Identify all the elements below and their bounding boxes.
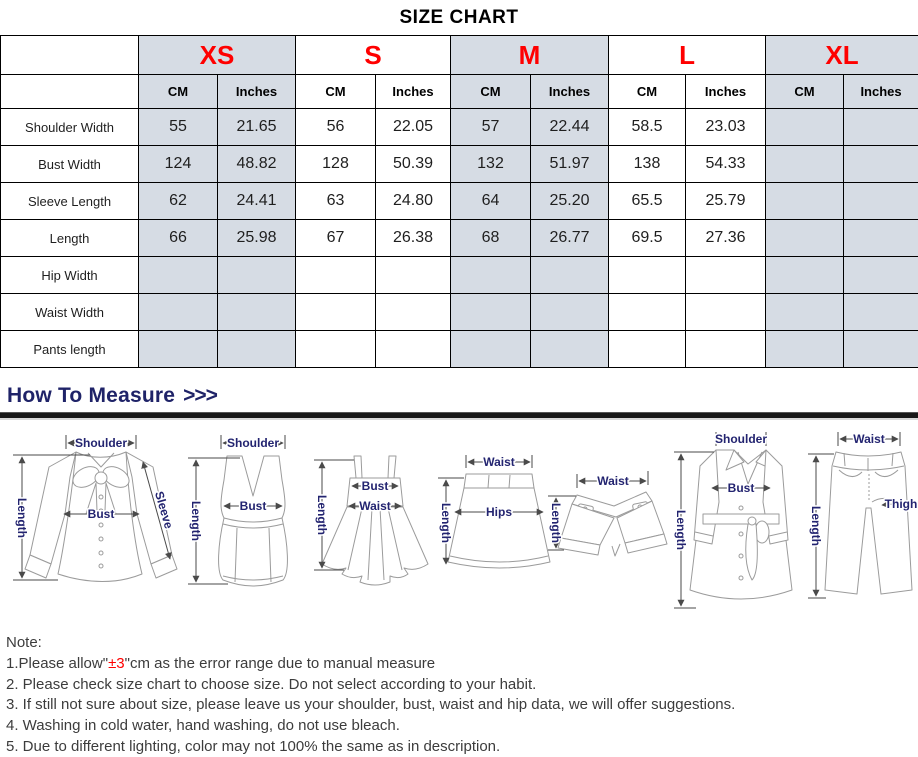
dress-bust-label: Bust [362,479,389,493]
measurement-row [1,183,918,220]
row-label: Length [1,220,139,257]
size-header-m: M [451,36,609,75]
measurement-row [1,294,918,331]
value-cell [766,183,844,220]
value-cell [609,331,686,368]
value-cell: 24.80 [376,183,451,220]
measurement-row [1,220,918,257]
value-cell: 23.03 [686,109,766,146]
figure-shorts [548,471,667,556]
value-cell: 50.39 [376,146,451,183]
note-line-4: 4. Washing in cold water, hand washing, do not use bleach. [6,717,918,736]
unit-cell-inches: Inches [686,75,766,109]
value-cell [296,257,376,294]
measurement-row [1,146,918,183]
value-cell [844,146,918,183]
unit-header-row [1,75,918,109]
value-cell: 65.5 [609,183,686,220]
unit-cell-cm: CM [139,75,218,109]
blouse-sleeve-label: Sleeve [152,490,176,531]
value-cell: 64 [451,183,531,220]
value-cell [218,331,296,368]
corner-cell-2 [1,75,139,109]
value-cell: 21.65 [218,109,296,146]
size-header-s: S [296,36,451,75]
value-cell: 124 [139,146,218,183]
figure-coat [674,432,792,608]
value-cell [139,294,218,331]
value-cell: 55 [139,109,218,146]
value-cell: 128 [296,146,376,183]
note-line-1 [6,655,918,674]
figure-tank-top [188,435,287,586]
value-cell [766,294,844,331]
coat-length-label: Length [674,510,688,550]
value-cell [376,331,451,368]
value-cell: 27.36 [686,220,766,257]
note-1-tolerance: ±3 [108,655,125,672]
row-label: Bust Width [1,146,139,183]
value-cell [686,257,766,294]
unit-cell-cm: CM [766,75,844,109]
value-cell: 26.38 [376,220,451,257]
blouse-length-label: Length [15,498,29,538]
value-cell [609,257,686,294]
value-cell: 66 [139,220,218,257]
value-cell: 63 [296,183,376,220]
unit-cell-inches: Inches [218,75,296,109]
unit-cell-cm: CM [609,75,686,109]
value-cell [844,257,918,294]
dress-length-label: Length [315,495,329,535]
value-cell [766,146,844,183]
value-cell [376,257,451,294]
size-header-xl: XL [766,36,918,75]
value-cell: 22.44 [531,109,609,146]
pants-length-label: Length [809,506,823,546]
value-cell: 132 [451,146,531,183]
size-table [0,35,918,368]
value-cell [296,294,376,331]
notes-section [0,622,918,757]
value-cell: 25.98 [218,220,296,257]
pants-thigh-label: Thigh [885,497,918,511]
value-cell [766,109,844,146]
how-to-measure-heading [0,384,918,408]
figure-blouse [13,435,177,582]
measure-figures [0,422,918,622]
note-1-suffix: "cm as the error range due to manual measure [125,655,435,672]
value-cell [766,257,844,294]
value-cell [451,294,531,331]
row-label: Shoulder Width [1,109,139,146]
pants-waist-label: Waist [853,432,885,446]
tank-length-label: Length [189,501,203,541]
value-cell [844,331,918,368]
unit-cell-cm: CM [451,75,531,109]
value-cell: 58.5 [609,109,686,146]
value-cell [376,294,451,331]
value-cell [451,257,531,294]
value-cell [844,220,918,257]
corner-cell [1,36,139,75]
row-label: Pants length [1,331,139,368]
value-cell: 68 [451,220,531,257]
measurement-row [1,257,918,294]
figure-skirt [438,455,550,568]
value-cell [451,331,531,368]
value-cell [766,220,844,257]
note-line-5: 5. Due to different lighting, color may not 100% the same as in description. [6,738,918,757]
value-cell [139,257,218,294]
value-cell [844,294,918,331]
measurement-row [1,331,918,368]
value-cell [609,294,686,331]
value-cell [766,331,844,368]
shorts-waist-label: Waist [597,474,629,488]
measurement-row [1,109,918,146]
tank-shoulder-label: Shoulder [227,436,279,450]
value-cell: 26.77 [531,220,609,257]
dress-waist-label: Waist [359,499,391,513]
value-cell [844,109,918,146]
value-cell [844,183,918,220]
blouse-bust-label: Bust [88,507,115,521]
row-label: Sleeve Length [1,183,139,220]
value-cell [531,294,609,331]
value-cell: 51.97 [531,146,609,183]
row-label: Hip Width [1,257,139,294]
size-header-xs: XS [139,36,296,75]
row-label: Waist Width [1,294,139,331]
value-cell: 22.05 [376,109,451,146]
how-to-measure-label: How To Measure [7,384,175,407]
value-cell [686,294,766,331]
value-cell: 24.41 [218,183,296,220]
value-cell: 62 [139,183,218,220]
value-cell: 67 [296,220,376,257]
note-1-prefix: 1.Please allow" [6,655,108,672]
tank-bust-label: Bust [240,499,267,513]
unit-cell-inches: Inches [376,75,451,109]
unit-cell-inches: Inches [531,75,609,109]
value-cell [139,331,218,368]
coat-shoulder-label: Shoulder [715,432,767,446]
value-cell: 54.33 [686,146,766,183]
value-cell: 48.82 [218,146,296,183]
coat-bust-label: Bust [728,481,755,495]
skirt-length-label: Length [439,503,453,543]
size-header-row [1,36,918,75]
value-cell [218,294,296,331]
page-title: SIZE CHART [0,0,918,35]
value-cell [531,257,609,294]
value-cell [218,257,296,294]
unit-cell-inches: Inches [844,75,918,109]
size-header-l: L [609,36,766,75]
skirt-waist-label: Waist [483,455,515,469]
value-cell: 69.5 [609,220,686,257]
note-heading: Note: [6,634,918,653]
value-cell [531,331,609,368]
skirt-hips-label: Hips [486,505,512,519]
figure-pants [808,432,917,598]
value-cell: 25.20 [531,183,609,220]
unit-cell-cm: CM [296,75,376,109]
value-cell: 56 [296,109,376,146]
value-cell [686,331,766,368]
note-line-3: 3. If still not sure about size, please leave us your shoulder, bust, waist and hip data, we will offer suggestions. [6,696,918,715]
chevrons-icon: >>> [183,384,217,407]
value-cell: 57 [451,109,531,146]
shorts-length-label: Length [549,503,563,543]
value-cell [296,331,376,368]
section-divider [0,412,918,420]
value-cell: 25.79 [686,183,766,220]
note-line-2: 2. Please check size chart to choose size. Do not select according to your habit. [6,676,918,695]
figure-slip-dress [314,456,428,585]
value-cell: 138 [609,146,686,183]
blouse-shoulder-label: Shoulder [75,436,127,450]
